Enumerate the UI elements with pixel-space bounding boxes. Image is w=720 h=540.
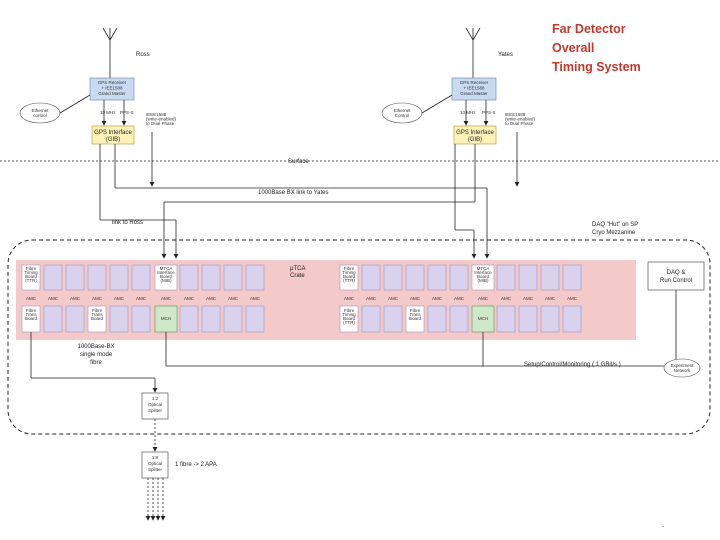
svg-text:AMC: AMC <box>184 296 194 301</box>
svg-text:AMC: AMC <box>432 296 442 301</box>
apa-fibres <box>148 478 163 520</box>
freq-ross: 10 MHz <box>100 110 116 115</box>
pps-yates: PPS-S <box>482 110 496 115</box>
svg-text:GPS Receiver+ IEE1588Grand Mas: GPS Receiver + IEE1588 Grand Master <box>459 80 489 96</box>
svg-text:AMC: AMC <box>26 296 36 301</box>
link-ross-label: link to Ross <box>112 220 144 226</box>
utca-crate-label: μTCA Crate <box>290 266 306 279</box>
svg-text:GPS Interface(GIB): GPS Interface (GIB) <box>94 130 132 143</box>
site-name-ross: Ross <box>136 52 150 58</box>
svg-text:AMC: AMC <box>567 296 577 301</box>
svg-text:AMC: AMC <box>161 296 171 301</box>
site-yates <box>382 28 536 186</box>
site-ross <box>20 28 177 186</box>
svg-text:FibreTransBoard: Fibre Trans Board <box>90 308 104 321</box>
daq-run-control <box>648 262 704 290</box>
link-yates-label: 1000Base BX link to Yates <box>258 190 329 196</box>
svg-text:FibreTransBoard: Fibre Trans Board <box>408 308 422 321</box>
daq-hut-label: DAQ "Hut" on SP Cryo Mezzanine <box>592 222 639 236</box>
svg-text:AMC: AMC <box>501 296 511 301</box>
svg-text:AMC: AMC <box>114 296 124 301</box>
pps-ross: PPS-S <box>120 110 134 115</box>
svg-text:AMC: AMC <box>454 296 464 301</box>
svg-text:AMC: AMC <box>545 296 555 301</box>
setup-label: Setup/Control/Monitoring ( 1 GBit/s ) <box>524 362 621 368</box>
svg-text:MCH: MCH <box>160 316 172 321</box>
svg-text:ExperimentNetwork: Experiment Network <box>670 363 694 373</box>
svg-text:1:8OpticalSplitter: 1:8 Optical Splitter <box>147 455 163 472</box>
svg-text:AMC: AMC <box>344 296 354 301</box>
title-line-3: Timing System <box>552 60 641 74</box>
ieee-yates: IEEE1588 (write-enabled) to Dual Phase <box>505 112 536 126</box>
title-line-1: Far Detector <box>552 22 626 36</box>
svg-text:MTCAInterfaceBoard(MIB): MTCA Interface Board (MIB) <box>474 266 492 283</box>
svg-text:AMC: AMC <box>92 296 102 301</box>
footer-mark: - <box>662 524 664 530</box>
site-name-yates: Yates <box>498 52 513 58</box>
svg-text:1:2OpticalSplitter: 1:2 Optical Splitter <box>147 396 163 413</box>
ieee-ross: IEEE1588 (write-enabled) to Dual Phase <box>146 112 177 126</box>
title-line-2: Overall <box>552 41 595 55</box>
freq-yates: 10 MHz <box>460 110 476 115</box>
antenna-icon <box>466 28 480 78</box>
svg-text:AMC: AMC <box>388 296 398 301</box>
fibre-apa-label: 1 fibre -> 2 APA <box>175 462 217 468</box>
svg-text:EthernetControl: Ethernet Control <box>393 108 411 118</box>
antenna-icon <box>103 28 117 78</box>
svg-text:FibreTimingBoard(TTR): Fibre Timing Board (TTR) <box>342 266 356 283</box>
svg-text:AMC: AMC <box>206 296 216 301</box>
svg-text:AMC: AMC <box>136 296 146 301</box>
svg-text:Ethernetcontrol: Ethernet control <box>31 108 49 118</box>
svg-text:AMC: AMC <box>70 296 80 301</box>
surface-label: Surface <box>288 159 309 165</box>
svg-text:FibreTransBoard: Fibre Trans Board <box>24 308 38 321</box>
svg-text:FibreTimingBoard(TTR): Fibre Timing Board (TTR) <box>342 308 356 325</box>
svg-text:AMC: AMC <box>523 296 533 301</box>
svg-text:GPS Interface(GIB): GPS Interface (GIB) <box>456 130 494 143</box>
svg-text:AMC: AMC <box>366 296 376 301</box>
svg-text:AMC: AMC <box>250 296 260 301</box>
fibre-label: 1000Base-BX single mode fibre <box>77 344 115 366</box>
svg-text:AMC: AMC <box>48 296 58 301</box>
svg-text:AMC: AMC <box>478 296 488 301</box>
svg-text:MTCAInterfaceBoard(MIB): MTCA Interface Board (MIB) <box>157 266 175 283</box>
svg-text:AMC: AMC <box>228 296 238 301</box>
gps-receiver-ross-label: GPS Receiver + IEE1588 Grand Master <box>97 80 127 96</box>
svg-text:MCH: MCH <box>477 316 489 321</box>
svg-text:AMC: AMC <box>410 296 420 301</box>
svg-text:DAQ &Run Control: DAQ & Run Control <box>659 270 693 284</box>
svg-text:FibreTimingBoard(TTR): Fibre Timing Board (TTR) <box>24 266 38 283</box>
